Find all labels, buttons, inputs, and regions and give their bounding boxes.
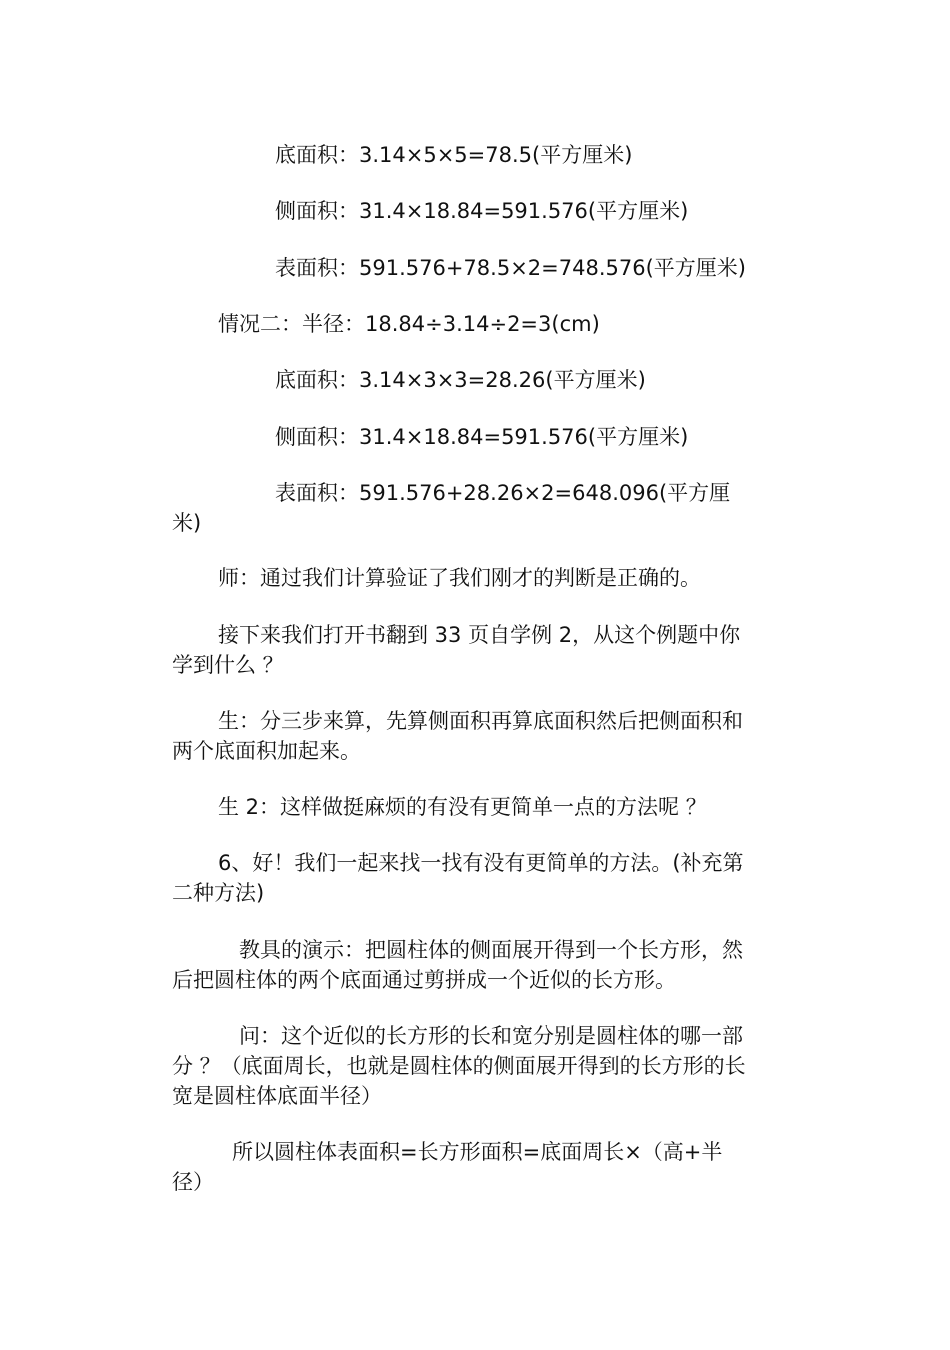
- paragraph-line: 径）: [172, 1170, 214, 1194]
- base-area-calc-1: 底面积：3.14×5×5=78.5(平方厘米): [275, 143, 633, 167]
- paragraph-line: 分 ？（底面周长，也就是圆柱体的侧面展开得到的长方形的长: [172, 1054, 746, 1078]
- paragraph-line: 后把圆柱体的两个底面通过剪拼成一个近似的长方形。: [172, 968, 676, 992]
- surface-area-calc-2: [172, 478, 782, 538]
- lateral-area-calc-2: 侧面积：31.4×18.84=591.576(平方厘米): [275, 425, 689, 449]
- surface-area-calc-1: 表面积：591.576+78.5×2=748.576(平方厘米): [275, 256, 746, 280]
- paragraph-line: 两个底面积加起来。: [172, 739, 361, 763]
- paragraph-line: 生：分三步来算，先算侧面积再算底面积然后把侧面积和: [218, 709, 743, 733]
- paragraph-line: 所以圆柱体表面积=长方形面积=底面周长×（高+半: [232, 1140, 723, 1164]
- paragraph-question: [172, 1021, 782, 1111]
- base-area-calc-2: 底面积：3.14×3×3=28.26(平方厘米): [275, 368, 646, 392]
- teacher-statement: 师：通过我们计算验证了我们刚才的判断是正确的。: [218, 566, 701, 590]
- paragraph-line: 教具的演示：把圆柱体的侧面展开得到一个长方形，然: [239, 938, 743, 962]
- paragraph-line: 宽是圆柱体底面半径）: [172, 1084, 382, 1108]
- paragraph-simpler-method: [172, 848, 782, 908]
- paragraph-line: 米): [172, 511, 202, 535]
- student-2-statement: 生 2：这样做挺麻烦的有没有更简单一点的方法呢 ？: [218, 795, 707, 819]
- paragraph-line: 表面积：591.576+28.26×2=648.096(平方厘: [275, 481, 731, 505]
- lateral-area-calc-1: 侧面积：31.4×18.84=591.576(平方厘米): [275, 199, 689, 223]
- paragraph-line: 学到什么 ？: [172, 653, 284, 677]
- paragraph-line: 二种方法): [172, 881, 265, 905]
- paragraph-student-1: [172, 706, 782, 766]
- paragraph-line: 6、好！我们一起来找一找有没有更简单的方法。(补充第: [218, 851, 744, 875]
- paragraph-line: 问：这个近似的长方形的长和宽分别是圆柱体的哪一部: [239, 1024, 743, 1048]
- paragraph-demonstration: [172, 935, 782, 995]
- paragraph-conclusion: [172, 1137, 782, 1197]
- case-two-radius: 情况二：半径：18.84÷3.14÷2=3(cm): [218, 312, 600, 336]
- paragraph-example-2: [172, 620, 782, 680]
- paragraph-line: 接下来我们打开书翻到 33 页自学例 2，从这个例题中你: [218, 623, 741, 647]
